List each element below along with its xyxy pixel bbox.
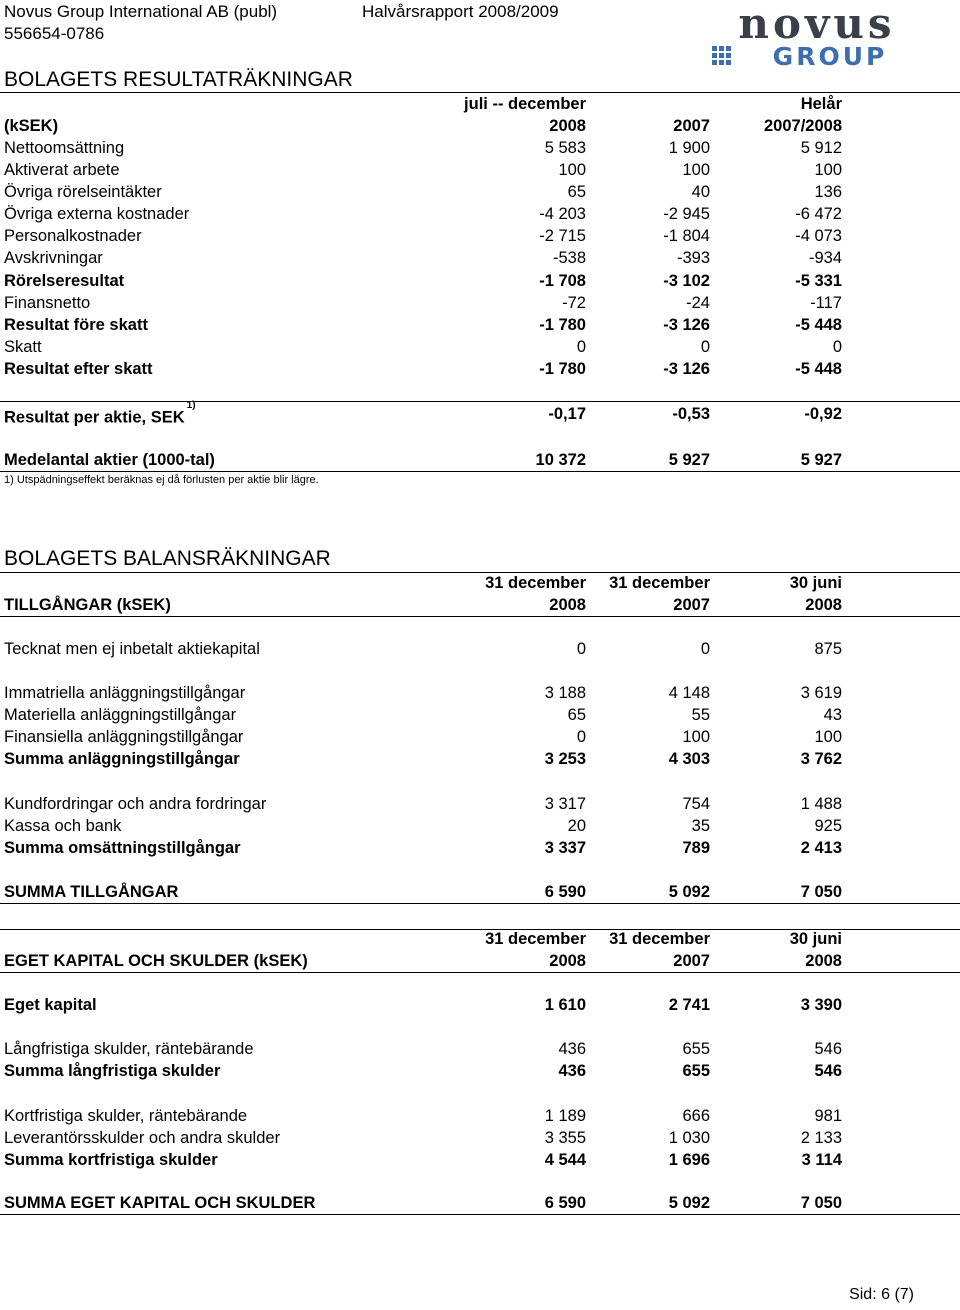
logo-group-text: GROUP [772,42,888,66]
cell-col2: 2007 [673,596,710,614]
table-row [0,594,960,617]
row-label: Personalkostnader [4,227,142,245]
cell-col1: 1 189 [544,1107,586,1125]
cell-col3: -5 448 [795,360,842,378]
cell-col2: -0,53 [672,405,710,423]
cell-col3: 3 390 [800,996,842,1014]
cell-col1: 2008 [549,952,586,970]
org-number: 556654-0786 [4,24,105,43]
cell-col2: 5 927 [668,451,710,469]
cell-col3: 3 114 [801,1151,842,1169]
row-label: EGET KAPITAL OCH SKULDER (kSEK) [4,952,308,970]
cell-col1: 1 610 [544,996,586,1014]
cell-col2: 2007 [673,117,710,135]
cell-col2: 55 [691,706,710,724]
income-statement-title: BOLAGETS RESULTATRÄKNINGAR [4,68,353,91]
table-row [0,1038,960,1060]
cell-col2: 100 [682,161,710,179]
novus-group-logo [708,4,926,66]
cell-col3: 3 762 [800,750,842,768]
table-row [0,881,960,904]
cell-col1: -1 708 [539,272,586,290]
table-row [0,292,960,314]
row-label: Kassa och bank [4,817,122,835]
table-row [0,225,960,247]
cell-col1: 3 188 [544,684,586,702]
row-label: Materiella anläggningstillgångar [4,706,237,724]
row-label: Avskrivningar [4,249,103,267]
table-row [0,93,960,115]
cell-col3: -6 472 [795,205,842,223]
cell-col3: 546 [814,1040,842,1058]
cell-col3: 0 [832,338,842,356]
row-label: Resultat efter skatt [4,360,153,378]
table-row [0,1149,960,1171]
cell-col3: 2008 [805,952,842,970]
cell-col1: -1 780 [539,360,586,378]
table-row [0,1060,960,1082]
cell-col2: 5 092 [668,1194,710,1212]
cell-col2: 100 [682,728,710,746]
cell-col1: 0 [576,338,586,356]
cell-col1: -4 203 [539,205,586,223]
table-row [0,336,960,358]
cell-col1: 31 december [485,574,586,592]
cell-col2: 754 [682,795,710,813]
cell-col3: -117 [810,294,842,312]
cell-col1: 436 [558,1040,586,1058]
cell-col2: 789 [682,839,710,857]
cell-col1: -538 [552,249,586,267]
table-row [0,159,960,181]
cell-col2: 4 303 [668,750,710,768]
table-row [0,203,960,225]
row-label: Resultat före skatt [4,316,148,334]
cell-col1: 3 355 [544,1129,586,1147]
footnote-marker: 1) [186,400,196,411]
row-label: Kundfordringar och andra fordringar [4,795,267,813]
table-row [0,682,960,704]
cell-col3: 981 [814,1107,842,1125]
table-row [0,449,960,472]
cell-col2: 2 741 [668,996,710,1014]
table-row [0,247,960,269]
cell-col1: 6 590 [544,1194,586,1212]
cell-col1: 100 [558,161,586,179]
row-label: Rörelseresultat [4,272,125,290]
cell-col2: 1 030 [668,1129,710,1147]
cell-col3: 875 [814,640,842,658]
cell-col3: -4 073 [795,227,842,245]
cell-col3: 30 juni [789,930,842,948]
cell-col1: juli -- december [464,95,586,113]
row-label: (kSEK) [4,117,59,135]
cell-col3: -934 [808,249,842,267]
table-row [0,115,960,137]
table-row [0,400,960,427]
table-row [0,572,960,594]
cell-col2: -2 945 [663,205,710,223]
cell-col3: 925 [814,817,842,835]
table-row [0,748,960,770]
row-label: Aktiverat arbete [4,161,120,179]
cell-col2: 0 [700,338,710,356]
table-row [0,928,960,950]
table-row [0,181,960,203]
cell-col3: 30 juni [789,574,842,592]
cell-col2: 40 [691,183,710,201]
table-row [0,704,960,726]
row-label: Övriga rörelseintäkter [4,183,162,201]
row-label: Kortfristiga skulder, räntebärande [4,1107,248,1125]
row-label: Summa anläggningstillgångar [4,750,240,768]
cell-col2: 1 696 [668,1151,710,1169]
logo-wordmark: novus [738,4,896,48]
row-label: Nettoomsättning [4,139,125,157]
cell-col1: -1 780 [539,316,586,334]
cell-col3: 100 [814,161,842,179]
row-label: Långfristiga skulder, räntebärande [4,1040,254,1058]
row-label: Leverantörsskulder och andra skulder [4,1129,281,1147]
cell-col3: 43 [823,706,842,724]
cell-col1: 0 [576,728,586,746]
cell-col1: 31 december [485,930,586,948]
cell-col2: -3 102 [663,272,710,290]
cell-col3: 7 050 [800,1194,842,1212]
cell-col1: 3 337 [544,839,586,857]
cell-col2: 1 900 [668,139,710,157]
table-row [0,270,960,292]
cell-col2: 0 [700,640,710,658]
divider [0,401,960,402]
cell-col3: 136 [814,183,842,201]
cell-col3: 2007/2008 [764,117,842,135]
cell-col1: 65 [567,706,586,724]
cell-col2: -393 [676,249,710,267]
cell-col1: -2 715 [539,227,586,245]
table-row [0,314,960,336]
cell-col3: 3 619 [800,684,842,702]
logo-dots-icon [712,46,731,65]
row-label: Summa långfristiga skulder [4,1062,221,1080]
table-row [0,994,960,1016]
table-row [0,950,960,973]
cell-col2: 655 [682,1040,710,1058]
cell-col3: Helår [800,95,842,113]
table-row [0,358,960,380]
row-label: Skatt [4,338,42,356]
cell-col2: 35 [691,817,710,835]
cell-col1: 0 [576,640,586,658]
cell-col3: 100 [814,728,842,746]
page-number: Sid: 6 (7) [849,1286,914,1303]
cell-col3: 2 133 [800,1129,842,1147]
footnote: 1) Utspädningseffekt beräknas ej då förlusten per aktie blir lägre. [4,474,319,486]
row-label: Summa kortfristiga skulder [4,1151,218,1169]
table-row [0,837,960,859]
table-row [0,793,960,815]
cell-col2: -24 [686,294,710,312]
cell-col3: 2008 [805,596,842,614]
cell-col1: 10 372 [535,451,586,469]
cell-col2: -3 126 [663,316,710,334]
cell-col3: 546 [814,1062,842,1080]
balance-sheet-title: BOLAGETS BALANSRÄKNINGAR [4,547,331,570]
cell-col1: 436 [558,1062,586,1080]
cell-col3: -5 331 [795,272,842,290]
table-row [0,815,960,837]
cell-col3: -5 448 [795,316,842,334]
table-row [0,1192,960,1215]
row-label: Medelantal aktier (1000-tal) [4,451,215,469]
company-name: Novus Group International AB (publ) [4,2,278,21]
cell-col3: 5 927 [800,451,842,469]
table-row [0,726,960,748]
row-label: Finansiella anläggningstillgångar [4,728,244,746]
cell-col1: 5 583 [544,139,586,157]
cell-col1: -0,17 [548,405,586,423]
cell-col1: 2008 [549,596,586,614]
cell-col2: 2007 [673,952,710,970]
table-row [0,1105,960,1127]
cell-col1: 65 [567,183,586,201]
cell-col2: 4 148 [668,684,710,702]
cell-col2: 5 092 [668,883,710,901]
row-label: Immatriella anläggningstillgångar [4,684,246,702]
cell-col2: 31 december [609,930,710,948]
table-row [0,137,960,159]
cell-col3: 1 488 [800,795,842,813]
table-row [0,1127,960,1149]
cell-col2: 655 [682,1062,710,1080]
cell-col2: -1 804 [663,227,710,245]
cell-col1: 3 317 [544,795,586,813]
cell-col2: -3 126 [663,360,710,378]
cell-col3: -0,92 [804,405,842,423]
row-label: TILLGÅNGAR (kSEK) [4,596,171,614]
row-label: SUMMA TILLGÅNGAR [4,883,179,901]
cell-col1: 4 544 [544,1151,586,1169]
cell-col1: 6 590 [544,883,586,901]
cell-col2: 31 december [609,574,710,592]
cell-col3: 2 413 [800,839,842,857]
cell-col1: 2008 [549,117,586,135]
row-label: Resultat per aktie, SEK$^{1)}$ [4,400,196,427]
row-label: Finansnetto [4,294,91,312]
cell-col3: 5 912 [800,139,842,157]
cell-col2: 666 [682,1107,710,1125]
cell-col1: 20 [567,817,586,835]
row-label: Summa omsättningstillgångar [4,839,241,857]
cell-col1: -72 [562,294,586,312]
table-row [0,638,960,660]
row-label: SUMMA EGET KAPITAL OCH SKULDER [4,1194,316,1212]
cell-col1: 3 253 [544,750,586,768]
report-title: Halvårsrapport 2008/2009 [362,2,559,21]
row-label: Tecknat men ej inbetalt aktiekapital [4,640,260,658]
row-label: Eget kapital [4,996,97,1014]
row-label: Övriga externa kostnader [4,205,190,223]
cell-col3: 7 050 [800,883,842,901]
